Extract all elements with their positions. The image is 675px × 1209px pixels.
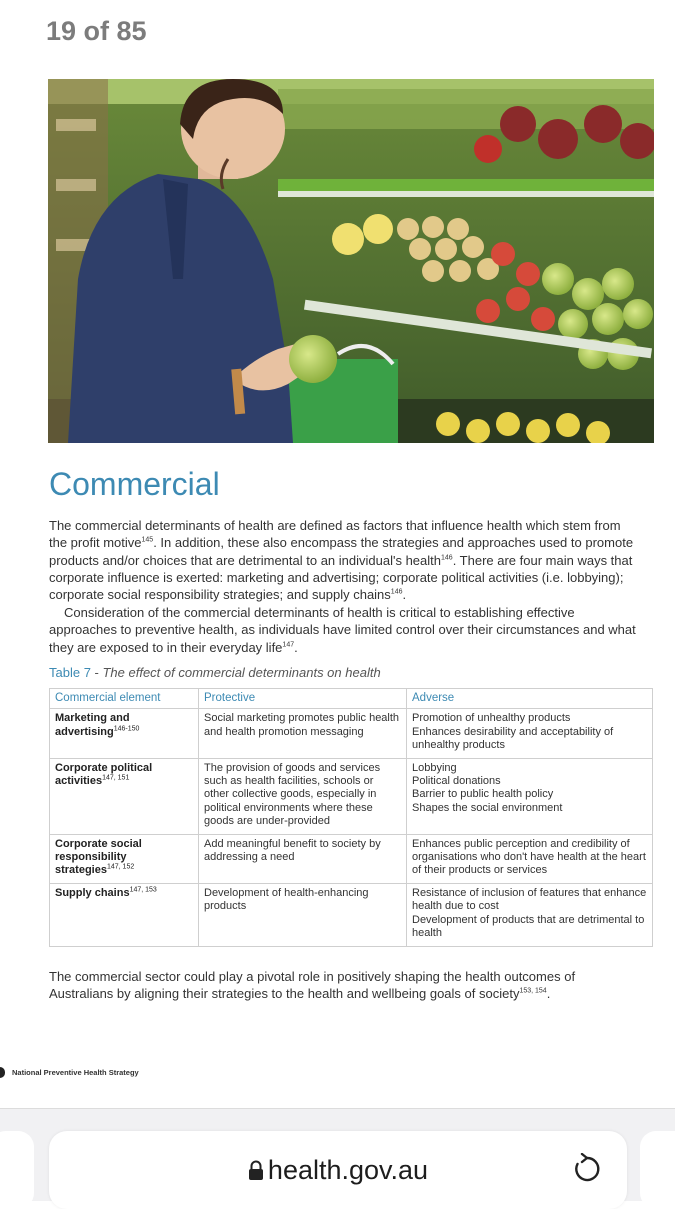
url-field[interactable] <box>49 1131 627 1209</box>
protective-line: The provision of goods and services such as health facilities, schools or other collective goods, especially in political environments where these goods are under-provided <box>204 761 381 828</box>
cell-adverse <box>407 709 653 758</box>
footer-label: National Preventive Health Strategy <box>12 1068 139 1077</box>
document-footer <box>0 1067 139 1078</box>
commercial-determinants-table <box>49 688 653 947</box>
cell-commercial-element: Corporate social responsibility strategies$^{147, 152}$ <box>50 834 199 883</box>
cell-adverse <box>407 834 653 883</box>
next-tab-preview[interactable] <box>640 1131 675 1209</box>
footer-marker <box>0 1067 5 1078</box>
citation: 147, 153 <box>129 886 157 894</box>
browser-address-bar <box>0 1108 675 1201</box>
adverse-line: Barrier to public health policy <box>412 788 554 801</box>
citation: 146 <box>441 554 453 562</box>
cell-adverse <box>407 758 653 834</box>
cell-commercial-element: Marketing and advertising$^{146-150}$ <box>50 709 199 758</box>
header-commercial-element: Commercial element <box>50 689 199 709</box>
hero-photo <box>48 79 654 443</box>
previous-tab-preview[interactable] <box>0 1131 34 1209</box>
reload-icon[interactable] <box>573 1153 601 1185</box>
citation: 145 <box>141 536 154 544</box>
intro-paragraph: The commercial determinants of health are defined as factors that influence health which stem from the profit motive$^{145}$. In addition, these also encompass the strategies and approaches used to promote products and/or choices that are detrimental to an individual's health$^{146}$. There are four main ways that corporate influence is exerted: marketing and advertising; corporate political activities (i.e. lobbying); corporate social responsibility strategies; and supply chains$^{146}$. <box>49 518 634 603</box>
cell-protective <box>199 709 407 758</box>
table-row <box>50 883 653 946</box>
section-title: Commercial <box>49 466 220 502</box>
citation: 147, 151 <box>102 774 130 782</box>
cell-commercial-element: Supply chains$^{147, 153}$ <box>50 883 199 946</box>
adverse-line: Development of products that are detrimental to health <box>412 913 645 940</box>
adverse-line: Enhances public perception and credibility of organisations who don't have health at the heart of their products or services <box>412 837 646 877</box>
table-header-row <box>50 689 653 709</box>
protective-line: Development of health-enhancing products <box>204 886 369 913</box>
lock-icon <box>248 1160 264 1181</box>
adverse-line: Resistance of inclusion of features that enhance health due to cost <box>412 886 647 913</box>
citation: 147 <box>282 641 295 649</box>
citation: 147, 152 <box>106 863 135 871</box>
header-protective: Protective <box>199 689 407 709</box>
closing-paragraph: The commercial sector could play a pivotal role in positively shaping the health outcomes of Australians by aligning their strategies to the health and wellbeing goals of society$^{153, 154}$. <box>49 969 576 1002</box>
citation: 146 <box>390 588 403 596</box>
cell-protective <box>199 834 407 883</box>
cell-commercial-element: Corporate political activities$^{147, 151}$ <box>50 758 199 834</box>
cell-adverse <box>407 883 653 946</box>
cell-protective <box>199 758 407 834</box>
table-caption-text: The effect of commercial determinants on health <box>102 665 381 680</box>
table-label: Table 7 <box>49 665 91 680</box>
header-adverse: Adverse <box>407 689 653 709</box>
cell-protective <box>199 883 407 946</box>
adverse-line: Political donations <box>412 775 501 788</box>
adverse-line: Promotion of unhealthy products <box>412 712 571 725</box>
url-text[interactable]: health.gov.au <box>267 1155 429 1185</box>
citation: 146-150 <box>113 725 140 733</box>
protective-line: Add meaningful benefit to society by addressing a need <box>204 837 381 864</box>
table-row <box>50 834 653 883</box>
citation: 153, 154 <box>519 987 547 995</box>
second-paragraph: Consideration of the commercial determinants of health is critical to establishing effective approaches to preventive health, as individuals have limited control over their circumstances and what they are exposed to in their everyday life$^{147}$. <box>49 605 636 655</box>
page-counter: 19 of 85 <box>46 16 147 46</box>
adverse-line: Shapes the social environment <box>412 801 563 814</box>
table-row <box>50 758 653 834</box>
adverse-line: Lobbying <box>412 761 457 774</box>
adverse-line: Enhances desirability and acceptability of unhealthy products <box>412 725 614 752</box>
table-caption: Table 7 - The effect of commercial determinants on health <box>49 665 381 680</box>
table-row <box>50 709 653 758</box>
protective-line: Social marketing promotes public health and health promotion messaging <box>204 712 400 738</box>
